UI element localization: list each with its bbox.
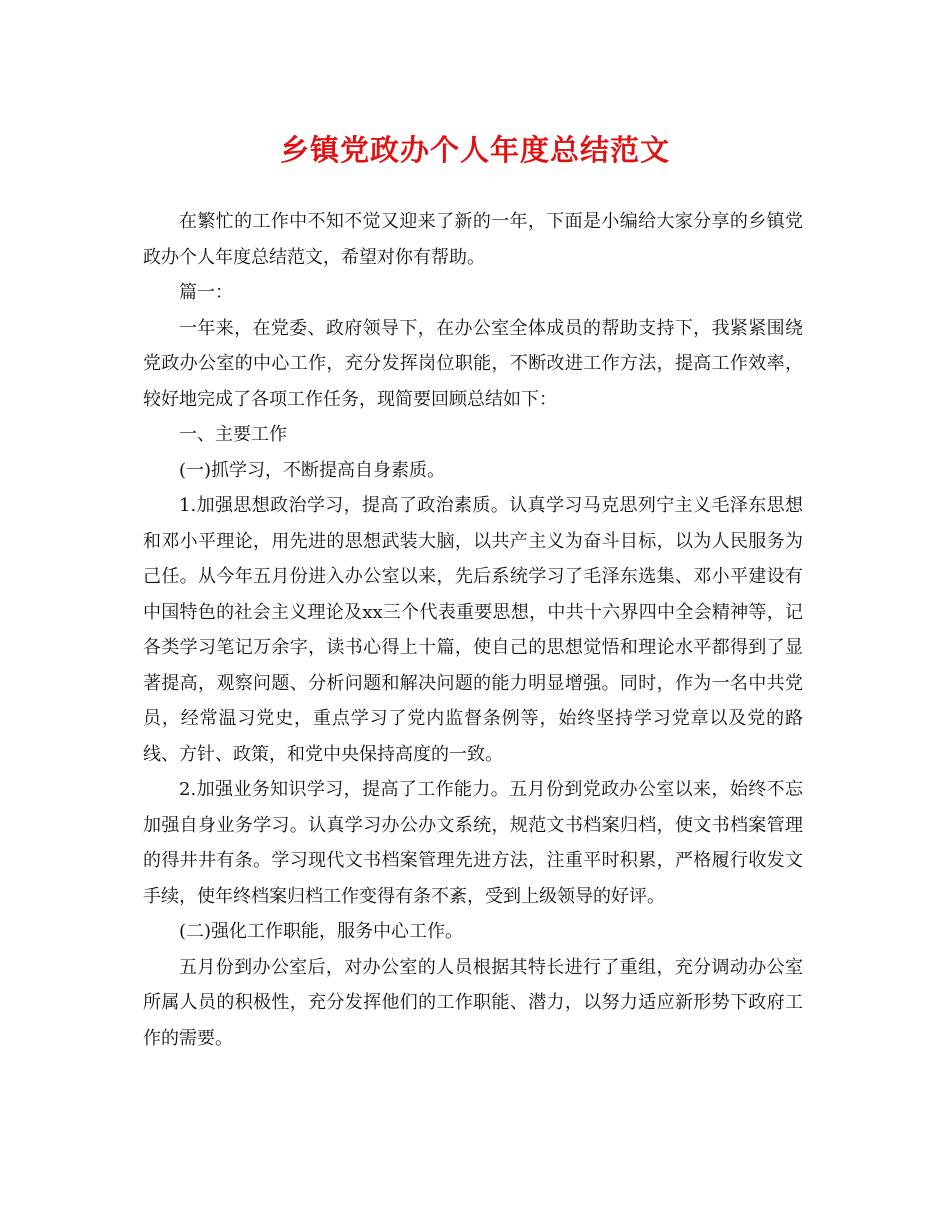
- document-title: 乡镇党政办个人年度总结范文: [279, 133, 670, 167]
- heading-main-work: 一、主要工作: [179, 424, 287, 445]
- intro-paragraph: 在繁忙的工作中不知不觉又迎来了新的一年，下面是小编给大家分享的乡镇党政办个人年度总结范文，希望对你有帮助。: [143, 211, 803, 268]
- subheading-service: (二)强化工作职能，服务中心工作。: [179, 921, 464, 942]
- document-body: [143, 204, 803, 1056]
- summary-paragraph: 一年来，在党委、政府领导下，在办公室全体成员的帮助支持下，我紧紧围绕党政办公室的中心工作，充分发挥岗位职能，不断改进工作方法，提高工作效率，较好地完成了各项工作任务，现简要回顾总结如下：: [143, 317, 803, 410]
- paragraph-political-study: 1.加强思想政治学习，提高了政治素质。认真学习马克思列宁主义毛泽东思想和邓小平理论，用先进的思想武装大脑，以共产主义为奋斗目标，以为人民服务为己任。从今年五月份进入办公室以来，先后系统学习了毛泽东选集、邓小平建设有中国特色的社会主义理论及xx三个代表重要思想，中共十六界四中全会精神等，记各类学习笔记万余字，读书心得上十篇，使自己的思想觉悟和理论水平都得到了显著提高，观察问题、分析问题和解决问题的能力明显增强。同时，作为一名中共党员，经常温习党史，重点学习了党内监督条例等，始终坚持学习党章以及党的路线、方针、政策，和党中央保持高度的一致。: [143, 495, 803, 765]
- paragraph-office-reorg: 五月份到办公室后，对办公室的人员根据其特长进行了重组，充分调动办公室所属人员的积极性，充分发挥他们的工作职能、潜力，以努力适应新形势下政府工作的需要。: [143, 956, 803, 1049]
- subheading-study: (一)抓学习，不断提高自身素质。: [179, 459, 446, 481]
- paragraph-business-study: 2.加强业务知识学习，提高了工作能力。五月份到党政办公室以来，始终不忘加强自身业务学习。认真学习办公办文系统，规范文书档案归档，使文书档案管理的得井井有条。学习现代文书档案管理先进方法，注重平时积累，严格履行收发文手续，使年终档案归档工作变得有条不紊，受到上级领导的好评。: [143, 779, 803, 907]
- section-label: 篇一：: [179, 282, 233, 303]
